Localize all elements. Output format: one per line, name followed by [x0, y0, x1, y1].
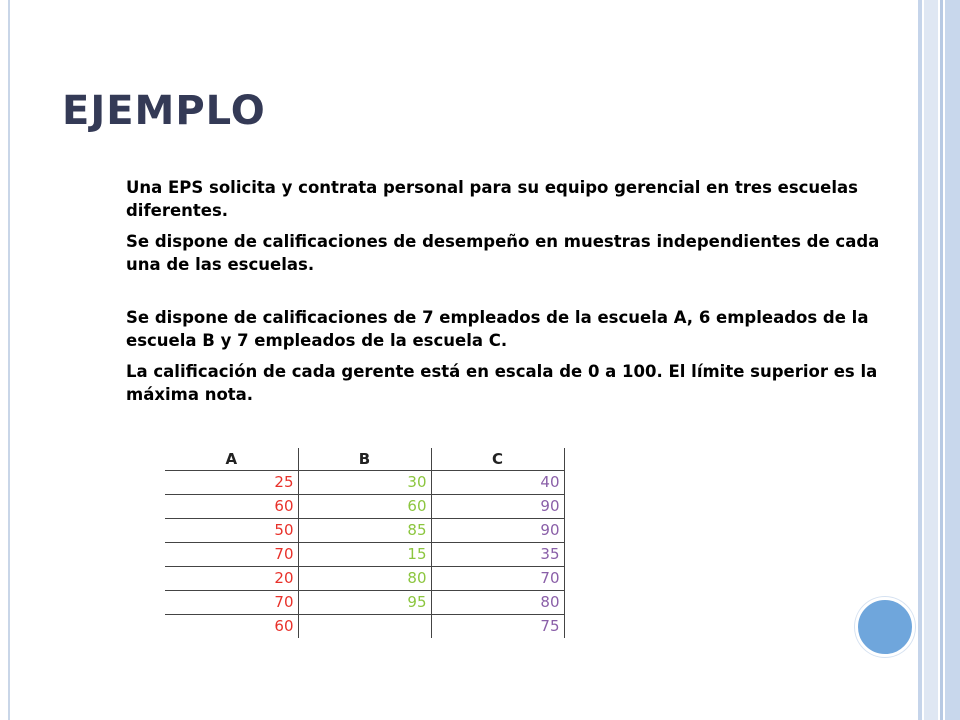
paragraph-samples: Se dispone de calificaciones de desempeño en muestras independientes de cada una de las escuelas. — [126, 232, 880, 274]
table-cell-a: 70 — [165, 542, 298, 566]
column-header-c: C — [431, 448, 564, 470]
table-cell-c: 40 — [431, 470, 564, 494]
side-bar-stripe — [940, 0, 943, 720]
table-row — [165, 542, 564, 566]
table-cell-a: 60 — [165, 614, 298, 638]
paragraph-scale: La calificación de cada gerente está en escala de 0 a 100. El límite superior es la máxima nota. — [126, 362, 878, 404]
table-cell-a: 20 — [165, 566, 298, 590]
table-cell-a: 50 — [165, 518, 298, 542]
table-cell-b: 60 — [298, 494, 431, 518]
table-cell-c: 90 — [431, 494, 564, 518]
table-cell-c: 90 — [431, 518, 564, 542]
slide-body — [126, 176, 906, 414]
table-cell-b: 15 — [298, 542, 431, 566]
table-cell-c: 70 — [431, 566, 564, 590]
column-header-a: A — [165, 448, 298, 470]
table-cell-b — [298, 614, 431, 638]
side-bar-stripe — [945, 0, 960, 720]
side-bar-stripe — [918, 0, 922, 720]
decorative-circle — [855, 597, 915, 657]
table-cell-b: 85 — [298, 518, 431, 542]
table-cell-c: 80 — [431, 590, 564, 614]
table-cell-c: 35 — [431, 542, 564, 566]
table-cell-a: 25 — [165, 470, 298, 494]
table-header-row — [165, 448, 564, 470]
paragraph-sample-sizes: Se dispone de calificaciones de 7 empleados de la escuela A, 6 empleados de la escuela B y 7 empleados de la escuela C. — [126, 308, 869, 350]
decorative-side-bars — [918, 0, 960, 720]
table-cell-a: 60 — [165, 494, 298, 518]
table-cell-b: 95 — [298, 590, 431, 614]
table-cell-c: 75 — [431, 614, 564, 638]
table-cell-b: 80 — [298, 566, 431, 590]
column-header-b: B — [298, 448, 431, 470]
table-row — [165, 470, 564, 494]
table-row — [165, 614, 564, 638]
table-row — [165, 566, 564, 590]
table-row — [165, 518, 564, 542]
table-cell-a: 70 — [165, 590, 298, 614]
side-bar-stripe — [924, 0, 938, 720]
table-row — [165, 494, 564, 518]
table-cell-b: 30 — [298, 470, 431, 494]
table-row — [165, 590, 564, 614]
slide-title: EJEMPLO — [62, 88, 266, 134]
scores-table — [165, 448, 565, 638]
paragraph-intro: Una EPS solicita y contrata personal para su equipo gerencial en tres escuelas diferentes. — [126, 178, 858, 220]
